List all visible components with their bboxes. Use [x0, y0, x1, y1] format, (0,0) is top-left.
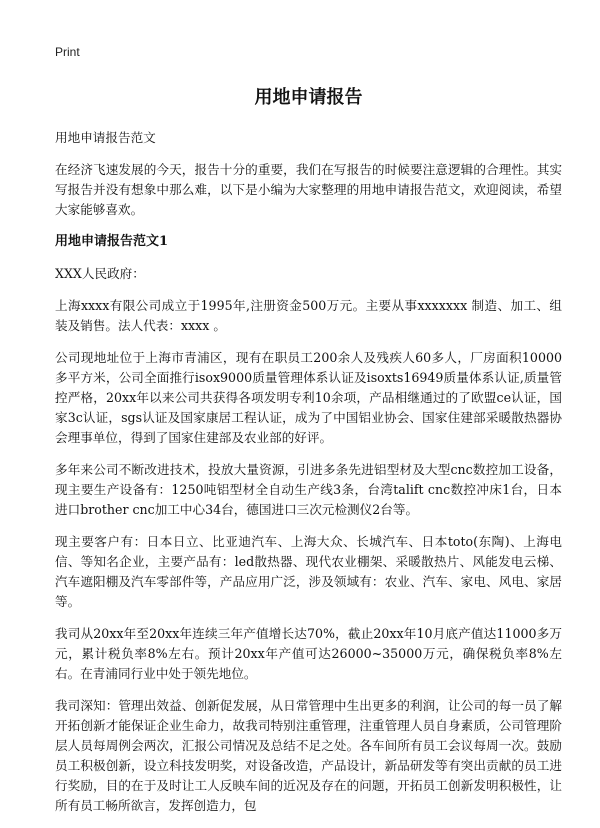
intro-paragraph: 在经济飞速发展的今天，报告十分的重要，我们在写报告的时候要注意逻辑的合理性。其实写报告并没有想象中那么难，以下是小编为大家整理的用地申请报告范文，欢迎阅读，希望大家能够喜欢。 — [55, 162, 562, 217]
salutation: XXX人民政府： — [55, 266, 145, 281]
body-paragraph-customers: 现主要客户有：日本日立、比亚迪汽车、上海大众、长城汽车、日本toto(东陶)、上海电信、等知名企业，主要产品有：led散热器、现代农业棚架、采暖散热片、风能发电云梯、汽车遮阳棚及汽车零部件等，产品应用广泛，涉及领域有：农业、汽车、家电、风电、家居等。 — [55, 534, 562, 609]
print-link[interactable]: Print — [55, 45, 80, 59]
body-paragraph-output: 我司从20xx年至20xx年连续三年产值增长达70%，截止20xx年10月底产值达11000多万元，累计税负率8%左右。预计20xx年产值可达26000~35000万元，确保税负率8%左右。在青浦同行业中处于领先地位。 — [55, 626, 562, 681]
page-title: 用地申请报告 — [254, 87, 363, 108]
body-paragraph-management: 我司深知：管理出效益、创新促发展，从日常管理中生出更多的利润，让公司的每一员了解开拓创新才能保证企业生命力，故我司特别注重管理，注重管理人员自身素质，公司管理阶层人员每周例会两次，汇报公司情况及总结不足之处。各车间所有员工会议每周一次。鼓励员工积极创新，设立科技发明奖，对设备改造，产品设计，新品研发等有突出贡献的员工进行奖励，目的在于及时让工人反映车间的近况及存在的问题，开拓员工创新发明积极性，让所有员工畅所欲言，发挥创造力，包 — [55, 698, 562, 813]
body-paragraph-company-intro: 上海xxxx有限公司成立于1995年,注册资金500万元。主要从事xxxxxxx 制造、加工、组装及销售。法人代表：xxxx 。 — [55, 298, 562, 333]
document-subtitle: 用地申请报告范文 — [55, 130, 156, 145]
body-paragraph-equipment: 多年来公司不断改进技术，投放大量资源，引进多条先进铝型材及大型cnc数控加工设备，现主要生产设备有：1250吨铝型材全自动生产线3条，台湾talift cnc数控冲床1台，日本进口brother cnc加工中心34台，德国进口三次元检测仪2台等。 — [55, 462, 562, 517]
body-paragraph-location: 公司现地址位于上海市青浦区，现有在职员工200余人及残疾人60多人，厂房面积10000多平方米，公司全面推行isox9000质量管理体系认证及isoxts16949质量体系认证,质量管控严格，20xx年以来公司共获得各项发明专利10余项，产品相继通过的了欧盟ce认证，国家3c认证，sgs认证及国家康居工程认证，成为了中国铝业协会、国家住建部采暖散热器协会理事单位，得到了国家住建部及农业部的好评。 — [55, 350, 562, 445]
section-heading: 用地申请报告范文1 — [55, 234, 169, 249]
